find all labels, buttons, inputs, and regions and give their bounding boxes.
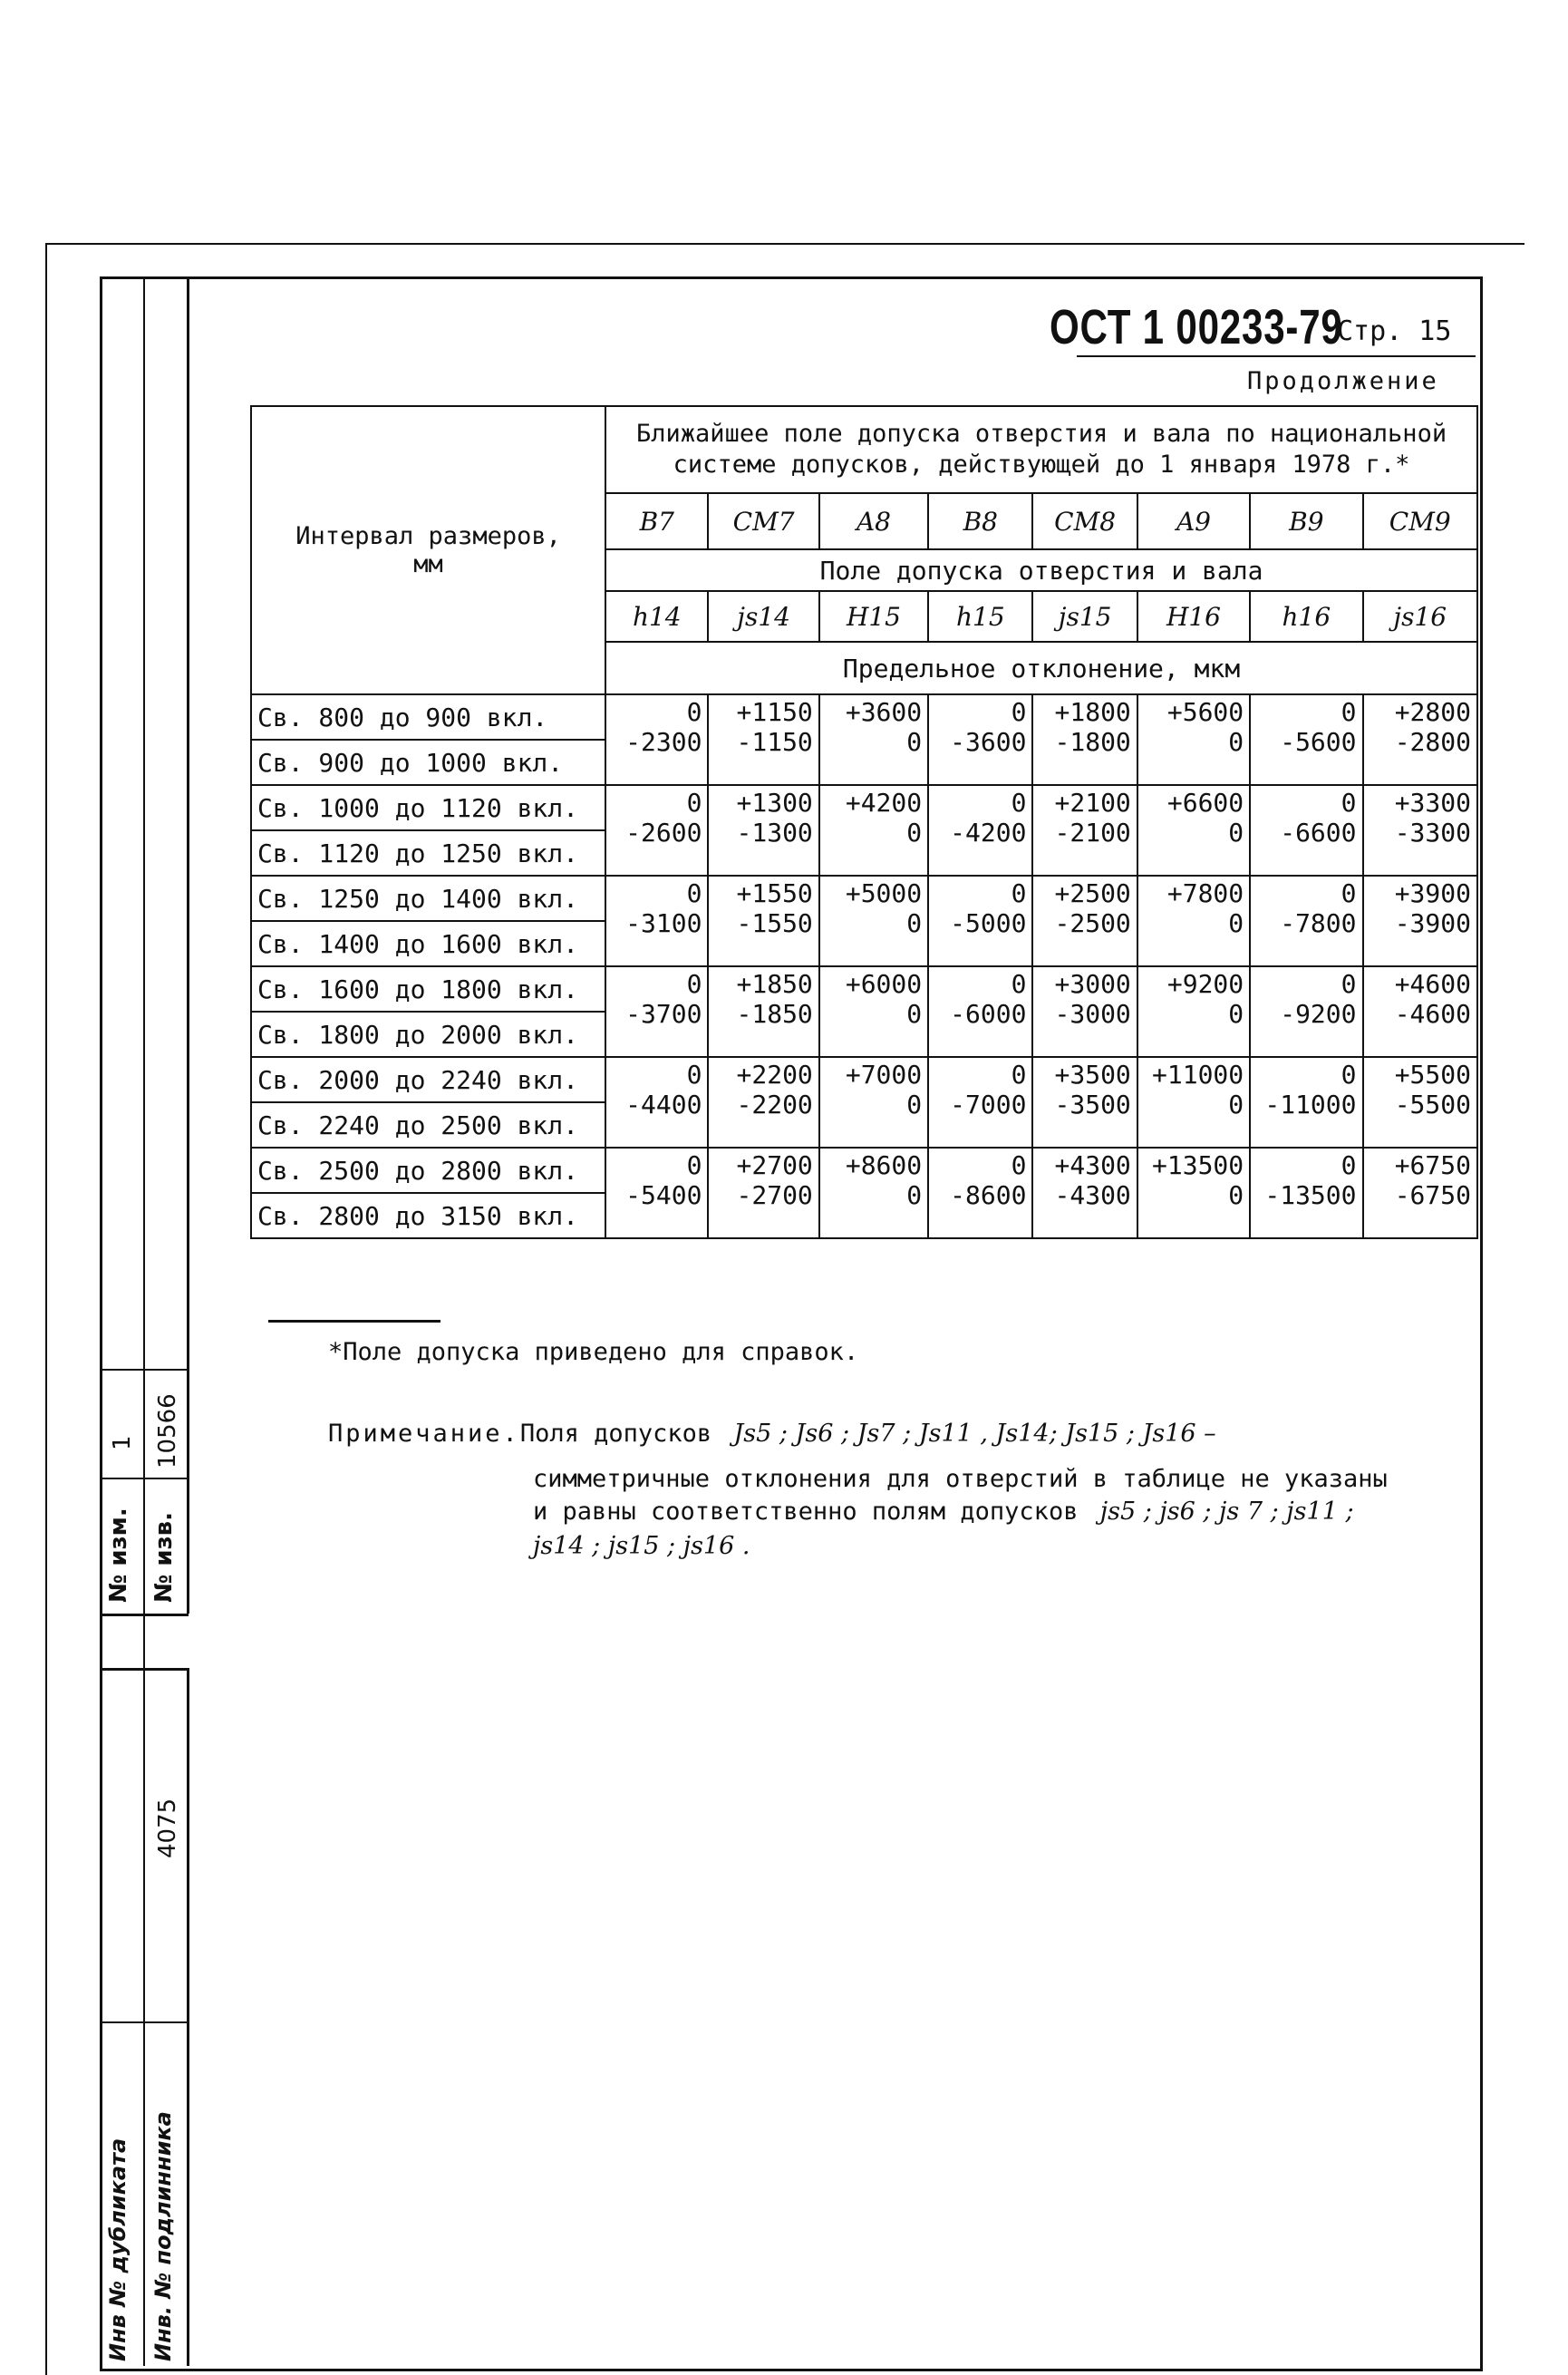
upper-deviation: +1550 xyxy=(736,878,813,908)
upper-deviation: 0 xyxy=(686,969,702,999)
table-body xyxy=(251,694,1477,1238)
upper-deviation: +2500 xyxy=(1054,878,1131,908)
lower-deviation: -4300 xyxy=(1054,1180,1131,1210)
deviation-cell xyxy=(1137,876,1250,966)
upper-deviation: 0 xyxy=(686,1150,702,1180)
upper-deviation: 0 xyxy=(1341,878,1357,908)
deviation-cell xyxy=(605,1057,708,1148)
upper-deviation: +6600 xyxy=(1166,788,1244,818)
deviation-cell xyxy=(928,694,1032,785)
deviation-cell xyxy=(928,785,1032,876)
document-code: ОСТ 1 00233-79 xyxy=(1050,300,1343,354)
range-cell: Св. 2000 до 2240 вкл. xyxy=(251,1057,605,1102)
note-fields-1: Js5 ; Js6 ; Js7 ; Js11 , Js14; Js15 ; Js16 – xyxy=(733,1420,1216,1448)
upper-deviation: 0 xyxy=(1011,969,1027,999)
deviation-cell xyxy=(1032,1057,1137,1148)
stamp-izv-value: 10566 xyxy=(154,1393,181,1469)
upper-deviation: +7800 xyxy=(1166,878,1244,908)
lower-deviation: -6750 xyxy=(1394,1180,1471,1210)
deviation-cell xyxy=(605,876,708,966)
table-row xyxy=(251,694,1477,740)
deviation-cell xyxy=(1363,1057,1477,1148)
continuation-label: Продолжение xyxy=(1247,367,1439,395)
hole-field-cell: B9 xyxy=(1250,493,1362,549)
deviation-cell xyxy=(1032,966,1137,1057)
note-text-3: и равны соответственно полям допусков xyxy=(533,1498,1079,1526)
upper-deviation: 0 xyxy=(1341,697,1357,727)
note-line-2: симметричные отклонения для отверстий в таблице не указаны xyxy=(533,1465,1388,1493)
upper-deviation: +9200 xyxy=(1166,969,1244,999)
deviation-cell xyxy=(819,966,928,1057)
lower-deviation: -9200 xyxy=(1280,999,1357,1029)
note-fields-4: js14 ; js15 ; js16 . xyxy=(533,1532,750,1560)
deviation-cell xyxy=(605,694,708,785)
lower-deviation: -5600 xyxy=(1280,727,1357,757)
stamp-row-line xyxy=(100,1369,189,1371)
table-row xyxy=(251,876,1477,921)
upper-deviation: +1300 xyxy=(736,788,813,818)
upper-deviation: 0 xyxy=(1011,788,1027,818)
lower-deviation: -5500 xyxy=(1394,1090,1471,1120)
lower-deviation: -1300 xyxy=(736,818,813,848)
lower-deviation: -2200 xyxy=(736,1090,813,1120)
upper-deviation: +5600 xyxy=(1166,697,1244,727)
upper-deviation: +4600 xyxy=(1394,969,1471,999)
lower-deviation: -4400 xyxy=(625,1090,702,1120)
lower-deviation: 0 xyxy=(906,1090,923,1120)
stamp-row-line xyxy=(100,1668,189,1671)
upper-deviation: +5000 xyxy=(845,878,923,908)
deviation-cell xyxy=(819,785,928,876)
lower-deviation: -5000 xyxy=(950,908,1027,938)
deviation-cell xyxy=(1363,1148,1477,1238)
deviation-cell xyxy=(1250,876,1362,966)
deviation-cell xyxy=(1032,1148,1137,1238)
deviation-cell xyxy=(819,876,928,966)
lower-deviation: -3000 xyxy=(1054,999,1131,1029)
upper-deviation: +3500 xyxy=(1054,1060,1131,1090)
table-row xyxy=(251,785,1477,830)
deviation-cell xyxy=(1137,1148,1250,1238)
range-cell: Св. 1000 до 1120 вкл. xyxy=(251,785,605,830)
upper-deviation: +6000 xyxy=(845,969,923,999)
upper-deviation: 0 xyxy=(686,878,702,908)
hole-field-cell: B7 xyxy=(605,493,708,549)
footnote-rule xyxy=(268,1320,440,1323)
note-text: Поля допусков xyxy=(519,1420,712,1448)
upper-deviation: +2700 xyxy=(736,1150,813,1180)
shaft-field-cell: js15 xyxy=(1032,591,1137,642)
shaft-field-cell: h15 xyxy=(928,591,1032,642)
shaft-field-cell: h14 xyxy=(605,591,708,642)
deviation-cell xyxy=(1363,785,1477,876)
lower-deviation: -3900 xyxy=(1394,908,1471,938)
lower-deviation: 0 xyxy=(906,999,923,1029)
deviation-cell xyxy=(708,966,818,1057)
footnote: *Поле допуска приведено для справок. xyxy=(328,1338,859,1366)
deviation-cell xyxy=(819,1057,928,1148)
tolerance-table xyxy=(250,405,1478,1239)
lower-deviation: -3700 xyxy=(625,999,702,1029)
deviation-cell xyxy=(1363,966,1477,1057)
range-cell: Св. 900 до 1000 вкл. xyxy=(251,740,605,785)
hole-field-cell: A9 xyxy=(1137,493,1250,549)
deviation-cell xyxy=(1250,785,1362,876)
range-cell: Св. 1400 до 1600 вкл. xyxy=(251,921,605,966)
stamp-row-line xyxy=(100,2021,189,2023)
range-cell: Св. 2800 до 3150 вкл. xyxy=(251,1193,605,1238)
upper-deviation: +5500 xyxy=(1394,1060,1471,1090)
upper-deviation: 0 xyxy=(1341,1060,1357,1090)
deviation-cell xyxy=(708,1148,818,1238)
deviation-cell xyxy=(708,876,818,966)
lower-deviation: -4600 xyxy=(1394,999,1471,1029)
stamp-edge-lower xyxy=(187,1668,189,2366)
lower-deviation: 0 xyxy=(1228,727,1244,757)
lower-deviation: 0 xyxy=(1228,818,1244,848)
lower-deviation: -1850 xyxy=(736,999,813,1029)
lower-deviation: -7000 xyxy=(950,1090,1027,1120)
upper-deviation: +4300 xyxy=(1054,1150,1131,1180)
upper-deviation: +4200 xyxy=(845,788,923,818)
upper-deviation: 0 xyxy=(686,788,702,818)
note-line-4 xyxy=(533,1532,750,1560)
lower-deviation: -5400 xyxy=(625,1180,702,1210)
upper-deviation: 0 xyxy=(1341,969,1357,999)
upper-deviation: +2200 xyxy=(736,1060,813,1090)
upper-deviation: +1150 xyxy=(736,697,813,727)
lower-deviation: 0 xyxy=(1228,908,1244,938)
lower-deviation: 0 xyxy=(906,1180,923,1210)
upper-deviation: 0 xyxy=(1011,878,1027,908)
lower-deviation: -3300 xyxy=(1394,818,1471,848)
stamp-orig-label: Инв. № подлинника xyxy=(150,2111,176,2361)
header-rule xyxy=(1077,355,1476,357)
deviation-label: Предельное отклонение, мкм xyxy=(605,642,1477,694)
range-cell: Св. 1800 до 2000 вкл. xyxy=(251,1012,605,1057)
group-header: Ближайшее поле допуска отверстия и вала по национальной системе допусков, действующей до 1 января 1978 г.* xyxy=(605,406,1477,493)
deviation-cell xyxy=(928,1148,1032,1238)
lower-deviation: -1550 xyxy=(736,908,813,938)
range-cell: Св. 2240 до 2500 вкл. xyxy=(251,1102,605,1148)
deviation-cell xyxy=(605,966,708,1057)
upper-deviation: +2800 xyxy=(1394,697,1471,727)
upper-deviation: 0 xyxy=(1011,697,1027,727)
upper-deviation: 0 xyxy=(1011,1150,1027,1180)
note-line-1 xyxy=(328,1420,1216,1448)
lower-deviation: -2800 xyxy=(1394,727,1471,757)
lower-deviation: -2700 xyxy=(736,1180,813,1210)
stamp-izm-value: 1 xyxy=(109,1435,136,1450)
deviation-cell xyxy=(1363,876,1477,966)
deviation-cell xyxy=(819,1148,928,1238)
table-row xyxy=(251,966,1477,1012)
upper-deviation: +1850 xyxy=(736,969,813,999)
hole-field-cell: CM8 xyxy=(1032,493,1137,549)
deviation-cell xyxy=(1137,966,1250,1057)
lower-deviation: -2600 xyxy=(625,818,702,848)
stamp-izv-label: № изв. xyxy=(150,1512,178,1603)
deviation-cell xyxy=(1137,785,1250,876)
stamp-izm-label: № изм. xyxy=(105,1507,132,1603)
upper-deviation: 0 xyxy=(1341,788,1357,818)
hole-field-cell: B8 xyxy=(928,493,1032,549)
lower-deviation: -13500 xyxy=(1264,1180,1357,1210)
deviation-cell xyxy=(819,694,928,785)
deviation-cell xyxy=(708,785,818,876)
note-line-3 xyxy=(533,1498,1354,1526)
page-number: Стр. 15 xyxy=(1337,315,1452,347)
hole-field-cell: A8 xyxy=(819,493,928,549)
range-cell: Св. 1250 до 1400 вкл. xyxy=(251,876,605,921)
range-header: Интервал размеров, мм xyxy=(251,406,605,694)
upper-deviation: 0 xyxy=(1341,1150,1357,1180)
deviation-cell xyxy=(708,694,818,785)
lower-deviation: -6000 xyxy=(950,999,1027,1029)
lower-deviation: 0 xyxy=(906,818,923,848)
stamp-row-line xyxy=(100,1478,189,1479)
range-cell: Св. 2500 до 2800 вкл. xyxy=(251,1148,605,1193)
deviation-cell xyxy=(928,1057,1032,1148)
upper-deviation: +3000 xyxy=(1054,969,1131,999)
deviation-cell xyxy=(1032,785,1137,876)
stamp-edge xyxy=(187,276,189,1614)
upper-deviation: +13500 xyxy=(1152,1150,1244,1180)
range-cell: Св. 1120 до 1250 вкл. xyxy=(251,830,605,876)
lower-deviation: 0 xyxy=(1228,1180,1244,1210)
upper-deviation: +6750 xyxy=(1394,1150,1471,1180)
upper-deviation: +2100 xyxy=(1054,788,1131,818)
upper-deviation: +3300 xyxy=(1394,788,1471,818)
lower-deviation: -1150 xyxy=(736,727,813,757)
shaft-field-cell: h16 xyxy=(1250,591,1362,642)
deviation-cell xyxy=(1250,966,1362,1057)
deviation-cell xyxy=(1137,694,1250,785)
note-fields-3: js5 ; js6 ; js 7 ; js11 ; xyxy=(1099,1498,1354,1526)
upper-deviation: +3600 xyxy=(845,697,923,727)
deviation-cell xyxy=(1363,694,1477,785)
stamp-divider xyxy=(143,276,145,2366)
lower-deviation: 0 xyxy=(1228,1090,1244,1120)
upper-deviation: +3900 xyxy=(1394,878,1471,908)
shaft-field-cell: js14 xyxy=(708,591,818,642)
lower-deviation: 0 xyxy=(906,908,923,938)
deviation-cell xyxy=(928,876,1032,966)
deviation-cell xyxy=(605,785,708,876)
lower-deviation: 0 xyxy=(1228,999,1244,1029)
upper-deviation: 0 xyxy=(686,1060,702,1090)
deviation-cell xyxy=(928,966,1032,1057)
deviation-cell xyxy=(1137,1057,1250,1148)
lower-deviation: -6600 xyxy=(1280,818,1357,848)
shaft-field-cell: H15 xyxy=(819,591,928,642)
lower-deviation: -1800 xyxy=(1054,727,1131,757)
upper-deviation: +7000 xyxy=(845,1060,923,1090)
upper-deviation: +1800 xyxy=(1054,697,1131,727)
lower-deviation: -3600 xyxy=(950,727,1027,757)
lower-deviation: -3500 xyxy=(1054,1090,1131,1120)
lower-deviation: -11000 xyxy=(1264,1090,1357,1120)
stamp-dubl-label: Инв № дубликата xyxy=(105,2138,131,2361)
deviation-cell xyxy=(1032,694,1137,785)
shaft-field-cell: js16 xyxy=(1363,591,1477,642)
stamp-orig-value: 4075 xyxy=(154,1798,181,1858)
lower-deviation: -4200 xyxy=(950,818,1027,848)
lower-deviation: -2500 xyxy=(1054,908,1131,938)
lower-deviation: -2300 xyxy=(625,727,702,757)
table-row xyxy=(251,1057,1477,1102)
hole-field-cell: CM9 xyxy=(1363,493,1477,549)
range-cell: Св. 1600 до 1800 вкл. xyxy=(251,966,605,1012)
deviation-cell xyxy=(708,1057,818,1148)
upper-deviation: +8600 xyxy=(845,1150,923,1180)
table-row xyxy=(251,1148,1477,1193)
lower-deviation: -8600 xyxy=(950,1180,1027,1210)
upper-deviation: 0 xyxy=(1011,1060,1027,1090)
lower-deviation: -2100 xyxy=(1054,818,1131,848)
deviation-cell xyxy=(1250,1057,1362,1148)
lower-deviation: 0 xyxy=(906,727,923,757)
deviation-cell xyxy=(1250,1148,1362,1238)
deviation-cell xyxy=(1250,694,1362,785)
range-cell: Св. 800 до 900 вкл. xyxy=(251,694,605,740)
upper-deviation: 0 xyxy=(686,697,702,727)
lower-deviation: -7800 xyxy=(1280,908,1357,938)
upper-deviation: +11000 xyxy=(1152,1060,1244,1090)
stamp-row-line xyxy=(100,1614,189,1616)
deviation-cell xyxy=(605,1148,708,1238)
note-label: Примечание. xyxy=(328,1420,520,1448)
lower-deviation: -3100 xyxy=(625,908,702,938)
shaft-field-cell: H16 xyxy=(1137,591,1250,642)
field-label: Поле допуска отверстия и вала xyxy=(605,549,1477,591)
deviation-cell xyxy=(1032,876,1137,966)
hole-field-cell: CM7 xyxy=(708,493,818,549)
